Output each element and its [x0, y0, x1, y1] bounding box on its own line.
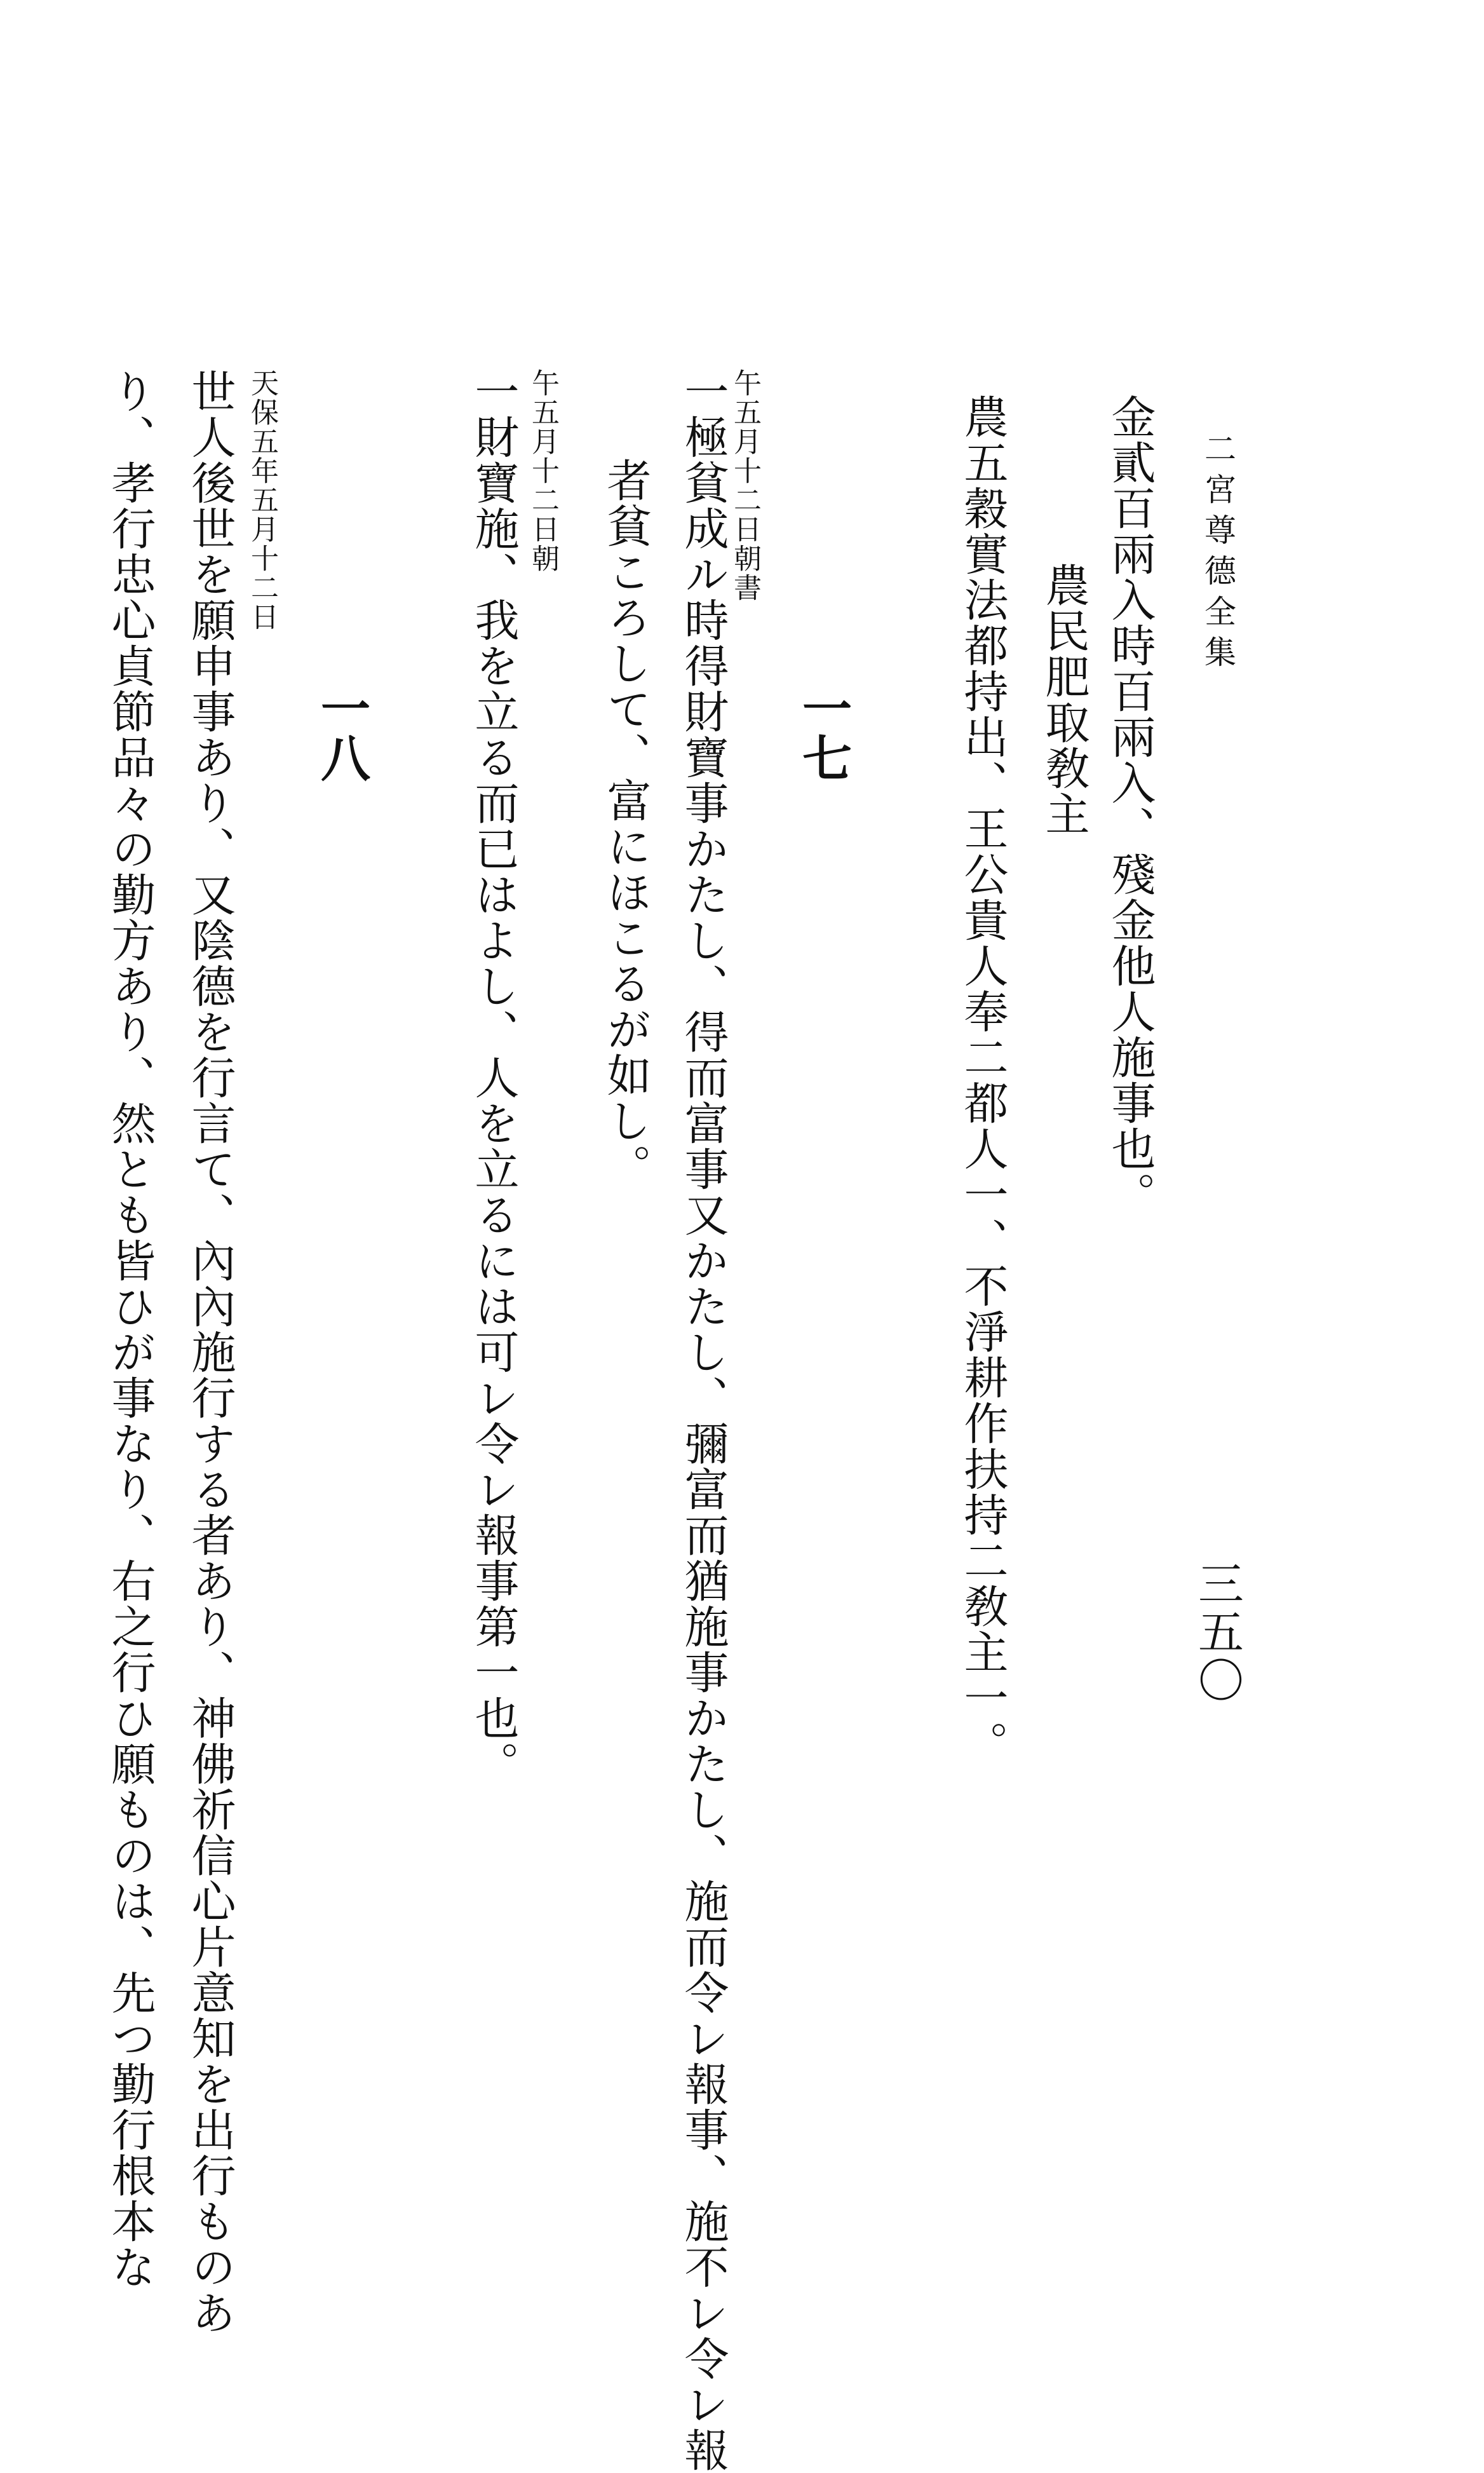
text-line: 世人後世を願申事あり、又陰德を行言て、內內施行する者あり、神佛祈信心片意知を出行ものあ [184, 369, 236, 2336]
text-line: り、孝行忠心貞節品々の勤方あり、然とも皆ひが事なり、右之行ひ願ものは、先つ勤行根本な [104, 369, 156, 2290]
text-line: 一極貧成ル時得財寶事かたし、得而富事又かたし、彌富而猶施事かたし、施而令レ報事、施不レ令レ報 [677, 369, 729, 2473]
text-line: 農五穀實法都持出、王公貴人奉二都人一、不淨耕作扶持二敎主一。 [957, 394, 1009, 1766]
running-title: 二宮尊德全集 [1199, 432, 1236, 676]
text-line: 一財寶施、我を立る而已はよし、人を立るには可レ令レ報事第一也。 [468, 369, 520, 1787]
date-line: 午五月十二日朝書 [729, 369, 761, 602]
text-line: 金貳百兩入時百兩入、殘金他人施事也。 [1104, 394, 1156, 1217]
text-line: 者貧ころして、富にほこるが如し。 [600, 457, 652, 1189]
date-line: 午五月十二日朝 [527, 369, 559, 573]
section-number: 一八 [313, 683, 370, 782]
page-number: 三五〇 [1191, 1560, 1244, 1705]
section-number: 一七 [794, 683, 852, 782]
text-line: 農民肥取敎主 [1038, 562, 1090, 837]
date-line: 天保五年五月十二日 [246, 369, 278, 632]
